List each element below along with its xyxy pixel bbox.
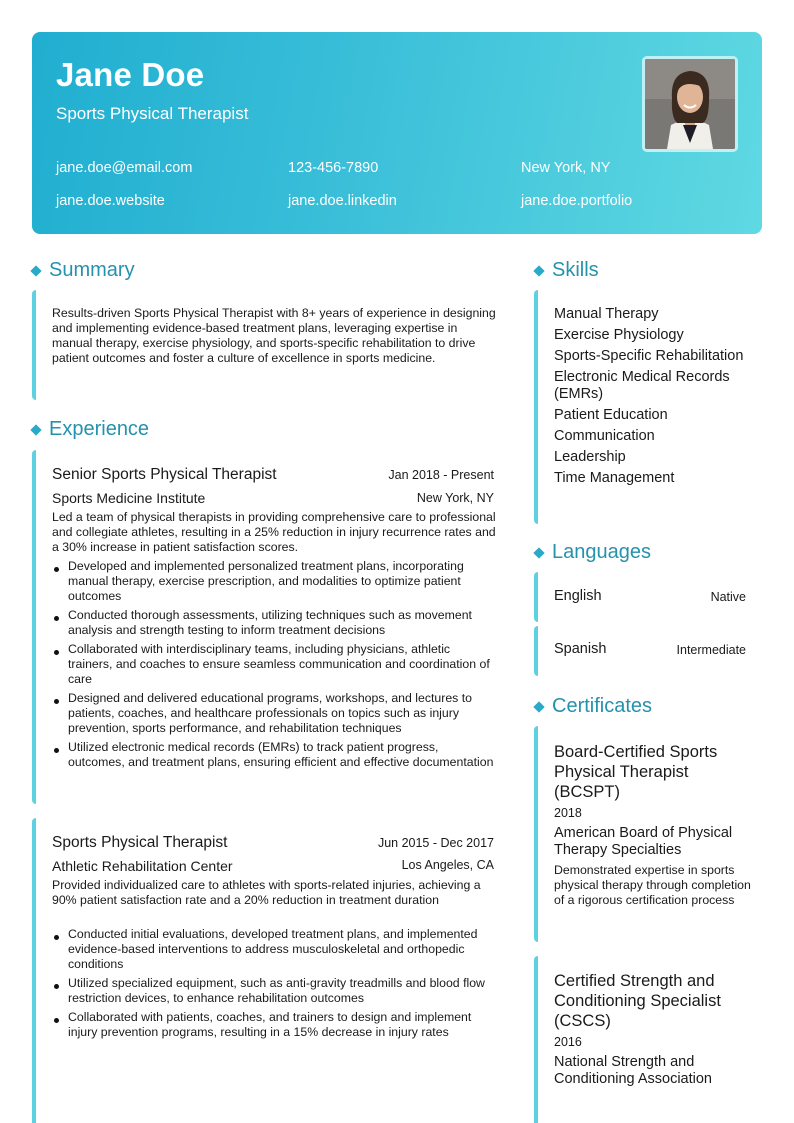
skills-heading bbox=[533, 259, 599, 282]
job-dates: Jan 2018 - Present bbox=[388, 468, 494, 482]
skills-list bbox=[554, 306, 754, 491]
certificate-issuer: National Strength and Conditioning Association bbox=[554, 1054, 712, 1087]
diamond-icon bbox=[533, 547, 544, 558]
language-name: English bbox=[554, 588, 602, 604]
summary-text: Results-driven Sports Physical Therapist with 8+ years of experience in designing and implementing evidence-based treatment plans, leveraging expertise in manual therapy, exercise physiology, and sports-specific rehabilitation to drive patient outcomes and foster a culture of excellence in sports medicine. bbox=[52, 306, 496, 365]
resume-header bbox=[32, 32, 762, 234]
candidate-title: Sports Physical Therapist bbox=[56, 104, 249, 123]
certificate-description: Demonstrated expertise in sports physical therapy through completion of a rigorous certification process bbox=[554, 863, 751, 907]
language-name: Spanish bbox=[554, 641, 607, 657]
job-company: Athletic Rehabilitation Center bbox=[52, 858, 233, 874]
job-description: Provided individualized care to athletes with sports-related injuries, achieving a 90% patient satisfaction rate and a 20% reduction in treatment duration bbox=[52, 878, 481, 907]
skill-item: Communication bbox=[554, 428, 655, 444]
list-item: Designed and delivered educational programs, workshops, and lectures to patients, coaches, and healthcare professionals on topics such as injury prevention, sports performance, and rehabilitation techniques bbox=[52, 691, 496, 736]
summary-accent-bar bbox=[32, 290, 36, 400]
skill-item: Leadership bbox=[554, 449, 626, 465]
list-item: Utilized electronic medical records (EMRs) to track patient progress, outcomes, and treatment plans, ensuring efficient and effective documentation bbox=[52, 740, 496, 770]
summary-heading-label: Summary bbox=[49, 259, 135, 281]
diamond-icon bbox=[533, 701, 544, 712]
contact-linkedin[interactable]: jane.doe.linkedin bbox=[288, 193, 397, 209]
profile-photo-illustration bbox=[645, 59, 735, 149]
skill-item: Manual Therapy bbox=[554, 306, 659, 322]
job-bullets bbox=[52, 927, 496, 1044]
job-dates: Jun 2015 - Dec 2017 bbox=[377, 836, 494, 850]
candidate-name: Jane Doe bbox=[56, 56, 205, 93]
list-item: Developed and implemented personalized treatment plans, incorporating manual therapy, exercise prescription, and modalities to optimize patient outcomes bbox=[52, 559, 496, 604]
list-item: Utilized specialized equipment, such as anti-gravity treadmills and blood flow restriction devices, to enhance rehabilitation outcomes bbox=[52, 976, 496, 1006]
language-accent-bar bbox=[534, 572, 538, 622]
diamond-icon bbox=[30, 265, 41, 276]
skill-item: Sports-Specific Rehabilitation bbox=[554, 348, 744, 364]
skill-item: Time Management bbox=[554, 470, 675, 486]
job-company: Sports Medicine Institute bbox=[52, 490, 206, 506]
diamond-icon bbox=[30, 424, 41, 435]
job-location: New York, NY bbox=[416, 491, 494, 505]
contact-email[interactable]: jane.doe@email.com bbox=[56, 160, 193, 176]
certificate-year: 2018 bbox=[554, 806, 582, 820]
diamond-icon bbox=[533, 265, 544, 276]
experience-accent-bar bbox=[32, 818, 36, 1123]
languages-heading bbox=[533, 541, 651, 564]
certificate-year: 2016 bbox=[554, 1035, 582, 1049]
certificate-name: Certified Strength and Conditioning Specialist (CSCS) bbox=[554, 972, 721, 1030]
experience-heading-label: Experience bbox=[49, 418, 150, 440]
job-title: Senior Sports Physical Therapist bbox=[52, 466, 277, 483]
summary-heading bbox=[30, 259, 135, 282]
language-level: Native bbox=[710, 590, 746, 604]
contact-location: New York, NY bbox=[521, 160, 611, 176]
skill-item: Patient Education bbox=[554, 407, 668, 423]
language-level: Intermediate bbox=[676, 643, 746, 657]
language-accent-bar bbox=[534, 626, 538, 676]
contact-website[interactable]: jane.doe.website bbox=[56, 193, 165, 209]
experience-heading bbox=[30, 418, 149, 441]
list-item: Collaborated with patients, coaches, and trainers to design and implement injury prevention programs, resulting in a 15% decrease in injury rates bbox=[52, 1010, 496, 1040]
skills-accent-bar bbox=[534, 290, 538, 524]
certificates-heading-label: Certificates bbox=[552, 695, 653, 717]
experience-accent-bar bbox=[32, 450, 36, 804]
job-bullets bbox=[52, 559, 496, 774]
certificate-accent-bar bbox=[534, 726, 538, 942]
skills-heading-label: Skills bbox=[552, 259, 599, 281]
job-description: Led a team of physical therapists in providing comprehensive care to professional and collegiate athletes, resulting in a 25% reduction in injury recurrence rates and a 30% increase in patient satisfaction scores. bbox=[52, 510, 496, 554]
certificate-name: Board-Certified Sports Physical Therapist (BCSPT) bbox=[554, 743, 718, 801]
skill-item: Exercise Physiology bbox=[554, 327, 684, 343]
languages-heading-label: Languages bbox=[552, 541, 651, 563]
contact-portfolio[interactable]: jane.doe.portfolio bbox=[521, 193, 633, 209]
contact-phone[interactable]: 123-456-7890 bbox=[288, 160, 379, 176]
job-location: Los Angeles, CA bbox=[401, 858, 494, 872]
certificates-heading bbox=[533, 695, 652, 718]
skill-item: Electronic Medical Records (EMRs) bbox=[554, 369, 730, 402]
certificate-accent-bar bbox=[534, 956, 538, 1123]
profile-photo bbox=[642, 56, 738, 152]
job-title: Sports Physical Therapist bbox=[52, 834, 228, 851]
list-item: Conducted thorough assessments, utilizing techniques such as movement analysis and strength testing to inform treatment decisions bbox=[52, 608, 496, 638]
list-item: Collaborated with interdisciplinary teams, including physicians, athletic trainers, and coaches to ensure seamless communication and coordination of care bbox=[52, 642, 496, 687]
certificate-issuer: American Board of Physical Therapy Specialties bbox=[554, 825, 733, 858]
list-item: Conducted initial evaluations, developed treatment plans, and implemented evidence-based interventions to address musculoskeletal and orthopedic conditions bbox=[52, 927, 496, 972]
